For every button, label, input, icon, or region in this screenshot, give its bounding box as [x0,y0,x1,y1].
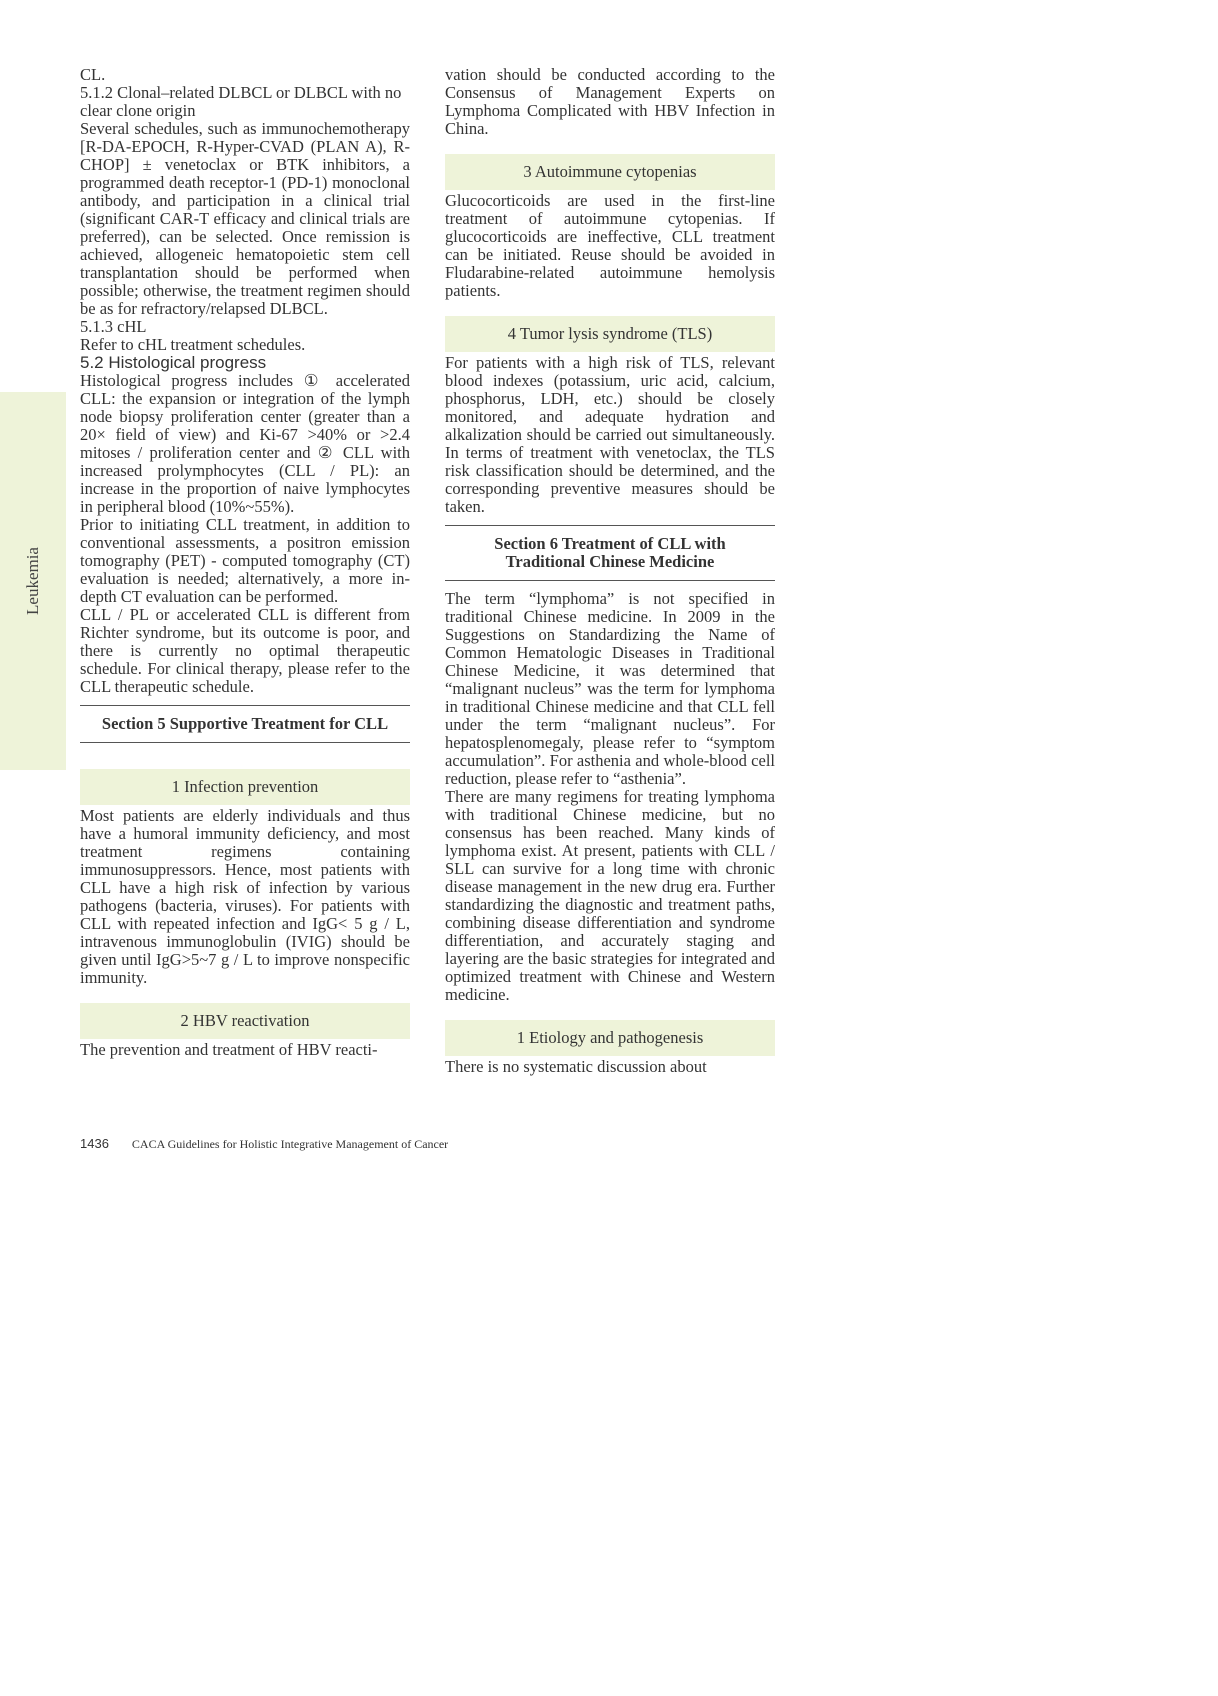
section-5-title: Section 5 Supportive Treatment for CLL [80,705,410,743]
paragraph: CL. [80,65,106,84]
paragraph: Refer to cHL treatment schedules. [80,335,306,354]
section-6-title [445,525,775,581]
subheading-5-1-2: 5.1.2 Clonal–related DLBCL or DLBCL with no clear clone origin [80,83,402,120]
page-number: 1436 [80,1136,109,1151]
paragraph: Glucocorticoids are used in the first-line treatment of autoimmune cytopenias. If glucocorticoids are ineffective, CLL treatment can be initiated. Reuse should be avoided in Fludarabine-related autoimmune hemolysis patients. [445,191,775,300]
subsection-band: 2 HBV reactivation [80,1003,410,1039]
section-6-title-line: Traditional Chinese Medicine [505,552,715,571]
paragraph: There are many regimens for treating lymphoma with traditional Chinese medicine, but no consensus has been reached. Many kinds of lymphoma exist. At present, patients with CLL / SLL can survive for a long time with chronic disease management in the new drug era. Further standardizing the diagnostic and treatment paths, combining disease differentiation and syndrome differentiation, and accurately staging and layering are the basic strategies for integrated and optimized treatment with Chinese and Western medicine. [445,787,775,1004]
left-column [80,66,410,1059]
subheading-5-2: 5.2 Histological progress [80,353,267,372]
paragraph: There is no systematic discussion about [445,1057,707,1076]
paragraph: The prevention and treatment of HBV reacti- [80,1040,378,1059]
paragraph: Histological progress includes ① accelerated CLL: the expansion or integration of the lymph node biopsy proliferation center (greater than a 20× field of view) and Ki-67 >40% or >2.4 mitoses / proliferation center and ② CLL with increased prolymphocytes (CLL / PL): an increase in the proportion of naive lymphocytes in peripheral blood (10%~55%). [80,371,410,516]
paragraph: Most patients are elderly individuals and thus have a humoral immunity deficiency, and most treatment regimens containing immunosuppressors. Hence, most patients with CLL have a high risk of infection by various pathogens (bacteria, viruses). For patients with CLL with repeated infection and IgG< 5 g / L, intravenous immunoglobulin (IVIG) should be given until IgG>5~7 g / L to improve nonspecific immunity. [80,806,410,987]
subsection-band: 4 Tumor lysis syndrome (TLS) [445,316,775,352]
subsection-band: 1 Etiology and pathogenesis [445,1020,775,1056]
paragraph: For patients with a high risk of TLS, relevant blood indexes (potassium, uric acid, calcium, phosphorus, LDH, etc.) should be closely monitored, and adequate hydration and alkalization should be carried out simultaneously. In terms of treatment with venetoclax, the TLS risk classification should be determined, and the corresponding preventive measures should be taken. [445,353,775,516]
paragraph: CLL / PL or accelerated CLL is different from Richter syndrome, but its outcome is poor, and there is currently no optimal therapeutic schedule. For clinical therapy, please refer to the CLL therapeutic schedule. [80,605,410,696]
side-tab-label: Leukemia [23,547,42,615]
paragraph: Prior to initiating CLL treatment, in addition to conventional assessments, a positron emission tomography (PET) - computed tomography (CT) evaluation is needed; alternatively, a more in-depth CT evaluation can be performed. [80,515,410,606]
paragraph: Several schedules, such as immunochemotherapy [R-DA-EPOCH, R-Hyper-CVAD (PLAN A), R-CHOP] ± venetoclax or BTK inhibitors, a programmed death receptor-1 (PD-1) monoclonal antibody, and participation in a clinical trial (significant CAR-T efficacy and clinical trials are preferred), can be selected. Once remission is achieved, allogeneic hematopoietic stem cell transplantation should be performed when possible; otherwise, the treatment regimen should be as for refractory/relapsed DLBCL. [80,119,410,318]
journal-title: CACA Guidelines for Holistic Integrative Management of Cancer [131,1137,449,1151]
side-section-tab [0,392,66,770]
section-6-title-line: Section 6 Treatment of CLL with [494,534,726,553]
subsection-band: 1 Infection prevention [80,769,410,805]
subheading-5-1-3: 5.1.3 cHL [80,317,147,336]
paragraph: The term “lymphoma” is not specified in traditional Chinese medicine. In 2009 in the Suggestions on Standardizing the Name of Common Hematologic Diseases in Traditional Chinese Medicine, it was determined that “malignant nucleus” was the term for lymphoma in traditional Chinese medicine and that CLL fell under the term “malignant nucleus”. For hepatosplenomegaly, please refer to “symptom accumulation”. For asthenia and whole-blood cell reduction, please refer to “asthenia”. [445,589,775,788]
subsection-band: 3 Autoimmune cytopenias [445,154,775,190]
page-footer [80,1136,448,1152]
right-column [445,66,775,1076]
paragraph: vation should be conducted according to the Consensus of Management Experts on Lymphoma Complicated with HBV Infection in China. [445,65,775,138]
